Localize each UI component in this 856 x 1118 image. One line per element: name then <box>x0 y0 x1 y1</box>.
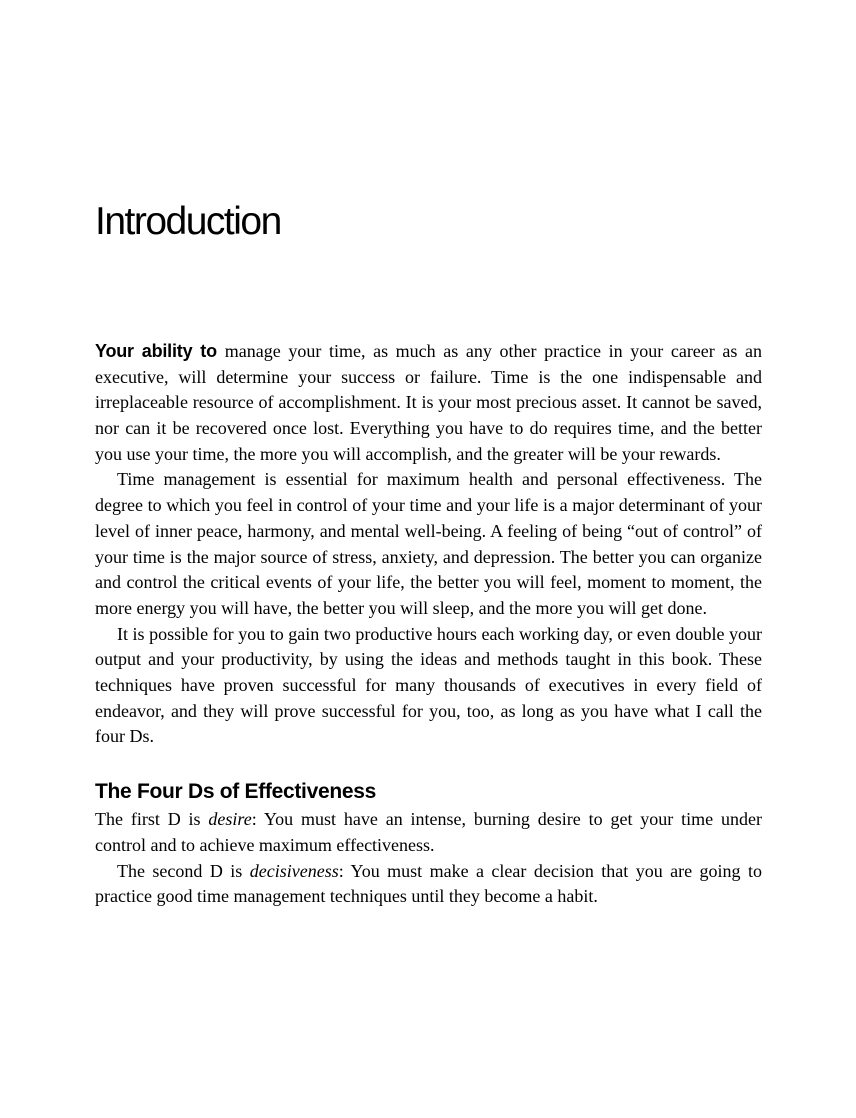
text-run: : You must make a clear decision that you are going to practice good time management techniques until they become a habit. <box>95 860 762 907</box>
paragraph <box>95 339 762 468</box>
page-body <box>95 339 762 910</box>
italic-term: desire <box>208 809 252 830</box>
text-run: The first D is <box>95 809 209 830</box>
text-run: : You must have an intense, burning desire to get your time under control and to achieve maximum effectiveness. <box>95 809 762 855</box>
text-run: manage your time, as much as any other practice in your career as an executive, will determine your success or failure. Time is the one indispensable and irreplaceable resource of accomplishment. It is your most precious asset. It cannot be saved, nor can it be recovered once lost. Everything you have to do requires time, and the better you use your time, the more you will accomplish, and the greater will be your rewards. <box>95 340 762 464</box>
bold-lead-in: Your ability to <box>95 340 225 361</box>
text-run: Time management is essential for maximum health and personal effectiveness. The degree to which you feel in control of your time and your life is a major determinant of your level of inner peace, harmony, and mental well-being. A feeling of being “out of control” of your time is the major source of stress, anxiety, and depression. The better you can organize and control the critical events of your life, the better you will feel, moment to moment, the more energy you will have, the better you will sleep, and the more you will get done. <box>95 469 762 618</box>
text-run: It is possible for you to gain two productive hours each working day, or even double your output and your productivity, by using the ideas and methods taught in this book. These techniques have proven successful for many thousands of executives in every field of endeavor, and they will prove successful for you, too, as long as you have what I call the four Ds. <box>95 623 762 747</box>
section-heading: The Four Ds of Effectiveness <box>95 780 376 804</box>
paragraph <box>95 859 762 910</box>
text-run: The second D is <box>117 860 250 881</box>
chapter-title: Introduction <box>95 200 281 243</box>
paragraph <box>95 622 762 751</box>
paragraph <box>95 467 762 621</box>
italic-term: decisiveness <box>249 860 339 881</box>
paragraph <box>95 807 762 858</box>
